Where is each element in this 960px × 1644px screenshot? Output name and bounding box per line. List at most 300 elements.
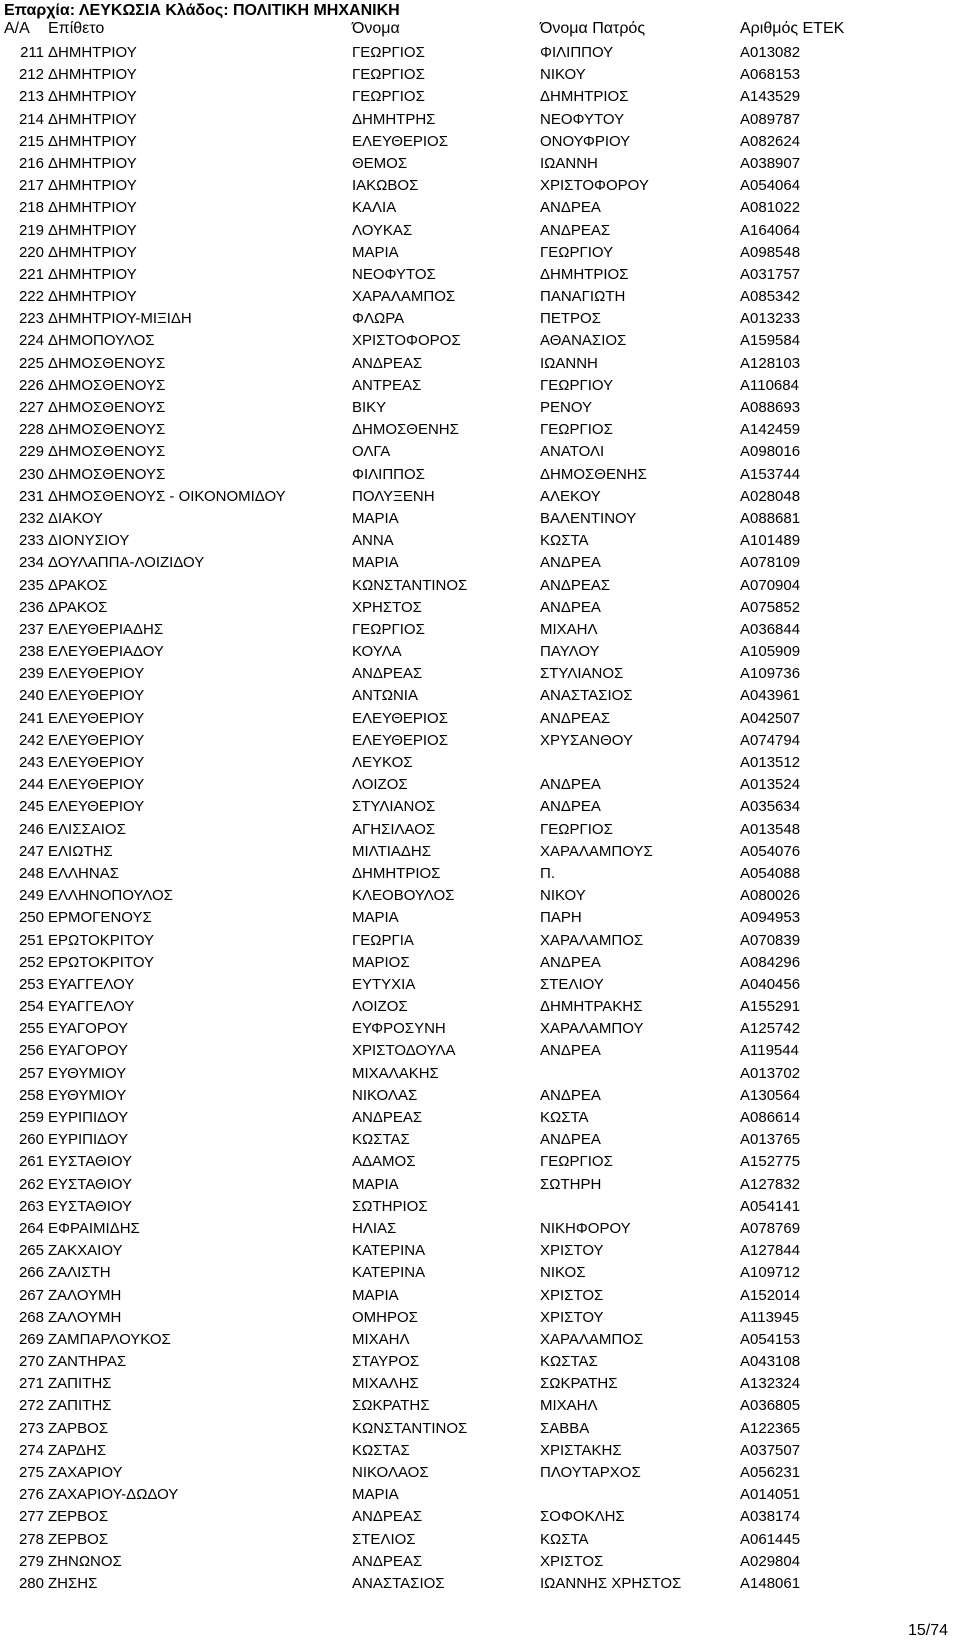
row-number: 268 [18, 1308, 44, 1326]
row-number: 230 [18, 465, 44, 483]
row-number: 233 [18, 532, 44, 550]
surname-cell: ΕΛΕΥΘΕΡΙΟΥ [48, 665, 145, 683]
etek-number-cell: Α098548 [740, 243, 801, 261]
father-name-cell: ΧΡΙΣΤΟΦΟΡΟΥ [540, 177, 649, 195]
row-number: 262 [18, 1175, 44, 1193]
row-number: 240 [18, 687, 44, 705]
surname-cell: ΕΥΣΤΑΘΙΟΥ [48, 1175, 133, 1193]
name-cell: ΑΝΔΡΕΑΣ [352, 354, 423, 372]
surname-cell: ΕΛΕΥΘΕΡΙΟΥ [48, 709, 145, 727]
etek-number-cell: Α031757 [740, 265, 801, 283]
name-cell: ΚΩΣΤΑΣ [352, 1441, 410, 1459]
father-name-cell: ΓΕΩΡΓΙΟΣ [540, 421, 613, 439]
surname-cell: ΔΗΜΟΣΘΕΝΟΥΣ [48, 354, 166, 372]
row-number: 216 [18, 154, 44, 172]
surname-cell: ΖΕΡΒΟΣ [48, 1530, 109, 1548]
name-cell: ΜΑΡΙΑ [352, 1175, 399, 1193]
father-name-cell: ΧΡΙΣΤΟΥ [540, 1308, 604, 1326]
table-row [0, 597, 960, 619]
row-number: 272 [18, 1397, 44, 1415]
table-row [0, 575, 960, 597]
surname-cell: ΔΗΜΟΣΘΕΝΟΥΣ [48, 399, 166, 416]
name-cell: ΕΥΦΡΟΣΥΝΗ [352, 1020, 446, 1038]
column-header-name: Όνομα [352, 20, 400, 37]
row-number: 264 [18, 1219, 44, 1237]
table-row [0, 464, 960, 486]
surname-cell: ΔΗΜΗΤΡΙΟΥ [48, 66, 137, 84]
etek-number-cell: Α085342 [740, 288, 801, 306]
surname-cell: ΔΗΜΗΤΡΙΟΥ [48, 265, 137, 283]
etek-number-cell: Α105909 [740, 643, 801, 661]
etek-number-cell: Α089787 [740, 110, 801, 128]
table-row [0, 1063, 960, 1085]
table-row [0, 841, 960, 863]
surname-cell: ΕΥΘΥΜΙΟΥ [48, 1064, 127, 1082]
surname-cell: ΕΥΡΙΠΙΔΟΥ [48, 1131, 129, 1149]
surname-cell: ΔΗΜΗΤΡΙΟΥ [48, 288, 137, 306]
father-name-cell: ΚΩΣΤΑ [540, 532, 589, 550]
father-name-cell: ΧΑΡΑΛΑΜΠΟΥΣ [540, 842, 653, 860]
row-number: 239 [18, 665, 44, 683]
row-number: 279 [18, 1552, 44, 1570]
surname-cell: ΕΥΘΥΜΙΟΥ [48, 1086, 127, 1104]
etek-number-cell: Α152775 [740, 1153, 801, 1171]
column-header-aa: Α/Α [4, 20, 30, 37]
table-row [0, 1351, 960, 1373]
name-cell: ΕΛΕΥΘΕΡΙΟΣ [352, 731, 448, 749]
surname-cell: ΕΛΛΗΝΑΣ [48, 864, 119, 882]
name-cell: ΒΙΚΥ [352, 399, 387, 416]
name-cell: ΘΕΜΟΣ [352, 154, 408, 172]
table-row [0, 774, 960, 796]
row-number: 258 [18, 1086, 44, 1104]
surname-cell: ΔΡΑΚΟΣ [48, 598, 108, 616]
etek-number-cell: Α094953 [740, 909, 801, 927]
name-cell: ΚΑΤΕΡΙΝΑ [352, 1242, 426, 1260]
table-row [0, 508, 960, 530]
surname-cell: ΕΥΣΤΑΘΙΟΥ [48, 1153, 133, 1171]
etek-number-cell: Α152014 [740, 1286, 801, 1304]
etek-number-cell: Α038174 [740, 1508, 801, 1526]
row-number: 265 [18, 1242, 44, 1260]
etek-number-cell: Α153744 [740, 465, 801, 483]
table-row [0, 1040, 960, 1062]
name-cell: ΦΙΛΙΠΠΟΣ [352, 465, 425, 483]
father-name-cell: ΑΝΔΡΕΑ [540, 953, 601, 971]
father-name-cell: ΑΝΔΡΕΑ [540, 1131, 601, 1149]
table-row [0, 441, 960, 463]
father-name-cell: ΙΩΑΝΝΗΣ ΧΡΗΣΤΟΣ [540, 1574, 682, 1592]
surname-cell: ΕΥΑΓΟΡΟΥ [48, 1020, 129, 1038]
father-name-cell: ΔΗΜΟΣΘΕΝΗΣ [540, 465, 647, 483]
row-number: 257 [18, 1064, 44, 1082]
row-number: 254 [18, 998, 44, 1016]
name-cell: ΑΓΗΣΙΛΑΟΣ [352, 820, 436, 838]
surname-cell: ΔΗΜΗΤΡΙΟΥ [48, 177, 137, 195]
table-row [0, 175, 960, 197]
table-row [0, 419, 960, 441]
etek-number-cell: Α127844 [740, 1242, 801, 1260]
etek-number-cell: Α127832 [740, 1175, 801, 1193]
row-number: 256 [18, 1042, 44, 1060]
table-row [0, 1440, 960, 1462]
surname-cell: ΔΡΑΚΟΣ [48, 576, 108, 594]
etek-number-cell: Α043108 [740, 1353, 801, 1371]
etek-number-cell: Α074794 [740, 731, 801, 749]
table-row [0, 1529, 960, 1551]
surname-cell: ΖΑΧΑΡΙΟΥ [48, 1464, 123, 1481]
etek-number-cell: Α143529 [740, 88, 801, 106]
etek-number-cell: Α042507 [740, 709, 801, 727]
table-row [0, 131, 960, 153]
etek-number-cell: Α043961 [740, 687, 801, 705]
etek-number-cell: Α119544 [740, 1042, 799, 1060]
surname-cell: ΔΗΜΗΤΡΙΟΥ [48, 154, 137, 172]
father-name-cell: ΠΛΟΥΤΑΡΧΟΣ [540, 1464, 641, 1481]
name-cell: ΛΟΙΖΟΣ [352, 776, 408, 794]
father-name-cell: ΚΩΣΤΑ [540, 1109, 589, 1126]
column-header-father: Όνομα Πατρός [540, 20, 646, 37]
name-cell: ΔΗΜΗΤΡΗΣ [352, 110, 436, 128]
etek-number-cell: Α098016 [740, 443, 801, 461]
etek-number-cell: Α029804 [740, 1552, 801, 1570]
name-cell: ΑΝΤΡΕΑΣ [352, 376, 422, 394]
table-row [0, 1418, 960, 1440]
table-row [0, 1018, 960, 1040]
table-row [0, 330, 960, 352]
etek-number-cell: Α084296 [740, 953, 801, 971]
father-name-cell: ΑΛΕΚΟΥ [540, 487, 601, 505]
etek-number-cell: Α078109 [740, 554, 801, 572]
etek-number-cell: Α078769 [740, 1219, 801, 1237]
table-row [0, 1085, 960, 1107]
row-number: 243 [18, 754, 44, 771]
name-cell: ΝΕΟΦΥΤΟΣ [352, 265, 436, 283]
father-name-cell: ΜΙΧΑΗΛ [540, 620, 598, 638]
name-cell: ΜΑΡΙΑ [352, 1286, 399, 1304]
surname-cell: ΔΗΜΗΤΡΙΟΥ-ΜΙΞΙΔΗ [48, 310, 192, 328]
etek-number-cell: Α036844 [740, 620, 801, 638]
surname-cell: ΖΗΣΗΣ [48, 1574, 98, 1592]
father-name-cell: ΑΝΔΡΕΑ [540, 598, 601, 616]
row-number: 227 [18, 399, 44, 416]
father-name-cell: ΣΤΥΛΙΑΝΟΣ [540, 665, 624, 683]
father-name-cell: ΝΙΚΟΥ [540, 66, 586, 84]
surname-cell: ΖΑΛΟΥΜΗ [48, 1286, 122, 1304]
surname-cell: ΕΡΩΤΟΚΡΙΤΟΥ [48, 953, 155, 971]
surname-cell: ΖΑΚΧΑΙΟΥ [48, 1242, 123, 1260]
name-cell: ΑΝΑΣΤΑΣΙΟΣ [352, 1574, 445, 1592]
table-row [0, 796, 960, 818]
name-cell: ΔΗΜΟΣΘΕΝΗΣ [352, 421, 459, 439]
table-row [0, 1462, 960, 1484]
father-name-cell: ΙΩΑΝΝΗ [540, 354, 598, 372]
name-cell: ΦΛΩΡΑ [352, 310, 405, 328]
name-cell: ΠΟΛΥΞΕΝΗ [352, 487, 435, 505]
surname-cell: ΖΕΡΒΟΣ [48, 1508, 109, 1526]
name-cell: ΕΛΕΥΘΕΡΙΟΣ [352, 132, 448, 150]
surname-cell: ΖΑΜΠΑΡΛΟΥΚΟΣ [48, 1330, 171, 1348]
father-name-cell: ΔΗΜΗΤΡΑΚΗΣ [540, 998, 643, 1016]
etek-number-cell: Α159584 [740, 332, 801, 350]
table-row [0, 1307, 960, 1329]
etek-number-cell: Α054076 [740, 842, 801, 860]
table-row [0, 663, 960, 685]
row-number: 212 [18, 66, 44, 84]
surname-cell: ΖΑΧΑΡΙΟΥ-ΔΩΔΟΥ [48, 1486, 179, 1504]
father-name-cell: ΝΕΟΦΥΤΟΥ [540, 110, 625, 128]
etek-number-cell: Α013702 [740, 1064, 801, 1082]
surname-cell: ΖΑΠΙΤΗΣ [48, 1397, 112, 1415]
etek-number-cell: Α109712 [740, 1264, 801, 1282]
father-name-cell: ΣΑΒΒΑ [540, 1419, 590, 1437]
row-number: 260 [18, 1131, 44, 1149]
row-number: 255 [18, 1020, 44, 1038]
name-cell: ΑΔΑΜΟΣ [352, 1153, 416, 1171]
surname-cell: ΔΗΜΗΤΡΙΟΥ [48, 110, 137, 128]
father-name-cell: ΑΝΔΡΕΑΣ [540, 221, 611, 239]
name-cell: ΝΙΚΟΛΑΟΣ [352, 1464, 429, 1481]
surname-cell: ΕΥΡΙΠΙΔΟΥ [48, 1109, 129, 1126]
table-row [0, 930, 960, 952]
father-name-cell: ΠΑΡΗ [540, 909, 582, 927]
name-cell: ΑΝΔΡΕΑΣ [352, 1508, 423, 1526]
table-row [0, 1573, 960, 1595]
surname-cell: ΔΗΜΟΠΟΥΛΟΣ [48, 332, 155, 350]
name-cell: ΧΡΙΣΤΟΔΟΥΛΑ [352, 1042, 456, 1060]
row-number: 267 [18, 1286, 44, 1304]
father-name-cell: ΠΑΥΛΟΥ [540, 643, 600, 661]
surname-cell: ΔΗΜΟΣΘΕΝΟΥΣ [48, 443, 166, 461]
table-row [0, 242, 960, 264]
name-cell: ΜΙΧΑΛΑΚΗΣ [352, 1064, 439, 1082]
father-name-cell: ΣΟΦΟΚΛΗΣ [540, 1508, 625, 1526]
surname-cell: ΕΛΕΥΘΕΡΙΟΥ [48, 776, 145, 794]
table-row [0, 1151, 960, 1173]
row-number: 259 [18, 1109, 44, 1126]
surname-cell: ΖΑΡΒΟΣ [48, 1419, 109, 1437]
table-row [0, 375, 960, 397]
father-name-cell: ΧΑΡΑΛΑΜΠΟΣ [540, 1330, 644, 1348]
row-number: 252 [18, 953, 44, 971]
row-number: 237 [18, 620, 44, 638]
name-cell: ΕΛΕΥΘΕΡΙΟΣ [352, 709, 448, 727]
surname-cell: ΔΗΜΟΣΘΕΝΟΥΣ [48, 465, 166, 483]
table-row [0, 1329, 960, 1351]
etek-number-cell: Α110684 [740, 376, 799, 394]
father-name-cell: ΑΝΔΡΕΑΣ [540, 709, 611, 727]
row-number: 275 [18, 1464, 44, 1481]
father-name-cell: ΑΝΔΡΕΑ [540, 798, 601, 816]
etek-number-cell: Α054064 [740, 177, 801, 195]
row-number: 229 [18, 443, 44, 461]
table-row [0, 996, 960, 1018]
name-cell: ΑΝΔΡΕΑΣ [352, 1552, 423, 1570]
table-row [0, 397, 960, 419]
row-number: 211 [20, 44, 44, 61]
surname-cell: ΕΦΡΑΙΜΙΔΗΣ [48, 1219, 140, 1237]
etek-number-cell: Α164064 [740, 221, 801, 239]
father-name-cell: ΑΝΔΡΕΑ [540, 776, 601, 794]
name-cell: ΛΟΥΚΑΣ [352, 221, 413, 239]
table-row [0, 708, 960, 730]
row-number: 251 [18, 931, 44, 949]
etek-number-cell: Α040456 [740, 975, 801, 993]
name-cell: ΛΕΥΚΟΣ [352, 754, 413, 771]
father-name-cell: ΧΡΙΣΤΟΥ [540, 1242, 604, 1260]
surname-cell: ΔΗΜΟΣΘΕΝΟΥΣ [48, 376, 166, 394]
father-name-cell: ΧΡΥΣΑΝΘΟΥ [540, 731, 633, 749]
table-row [0, 486, 960, 508]
father-name-cell: ΜΙΧΑΗΛ [540, 1397, 598, 1415]
name-cell: ΜΑΡΙΟΣ [352, 953, 410, 971]
etek-number-cell: Α081022 [740, 199, 801, 217]
row-number: 263 [18, 1197, 44, 1215]
surname-cell: ΖΗΝΩΝΟΣ [48, 1552, 122, 1570]
father-name-cell: ΚΩΣΤΑ [540, 1530, 589, 1548]
table-row [0, 885, 960, 907]
table-row [0, 952, 960, 974]
row-number: 253 [18, 975, 44, 993]
table-row [0, 1484, 960, 1506]
name-cell: ΜΑΡΙΑ [352, 509, 399, 527]
column-header-etek: Αριθμός ΕΤΕΚ [740, 20, 845, 37]
table-row [0, 1285, 960, 1307]
surname-cell: ΖΑΠΙΤΗΣ [48, 1375, 112, 1393]
surname-cell: ΕΛΕΥΘΕΡΙΟΥ [48, 798, 145, 816]
table-row [0, 619, 960, 641]
table-row [0, 308, 960, 330]
father-name-cell: ΑΝΔΡΕΑΣ [540, 576, 611, 594]
row-number: 280 [18, 1574, 44, 1592]
etek-number-cell: Α056231 [740, 1464, 801, 1481]
table-row [0, 109, 960, 131]
father-name-cell: ΠΕΤΡΟΣ [540, 310, 601, 328]
name-cell: ΙΑΚΩΒΟΣ [352, 177, 419, 195]
table-row [0, 1551, 960, 1573]
father-name-cell: ΑΘΑΝΑΣΙΟΣ [540, 332, 627, 350]
father-name-cell: ΓΕΩΡΓΙΟΥ [540, 376, 614, 394]
table-row [0, 1506, 960, 1528]
row-number: 273 [18, 1419, 44, 1437]
table-row [0, 1129, 960, 1151]
table-row [0, 264, 960, 286]
table-row [0, 1107, 960, 1129]
row-number: 238 [18, 643, 44, 661]
etek-number-cell: Α014051 [740, 1486, 801, 1504]
row-number: 218 [18, 199, 44, 217]
etek-number-cell: Α130564 [740, 1086, 801, 1104]
surname-cell: ΕΥΣΤΑΘΙΟΥ [48, 1197, 133, 1215]
etek-number-cell: Α013765 [740, 1131, 801, 1149]
etek-number-cell: Α061445 [740, 1530, 801, 1548]
name-cell: ΗΛΙΑΣ [352, 1219, 397, 1237]
etek-number-cell: Α070839 [740, 931, 801, 949]
father-name-cell: ΔΗΜΗΤΡΙΟΣ [540, 265, 629, 283]
table-row [0, 1174, 960, 1196]
surname-cell: ΕΛΙΣΣΑΙΟΣ [48, 820, 126, 838]
surname-cell: ΔΗΜΗΤΡΙΟΥ [48, 199, 137, 217]
etek-number-cell: Α142459 [740, 421, 801, 439]
surname-cell: ΔΗΜΗΤΡΙΟΥ [48, 221, 137, 239]
surname-cell: ΖΑΡΔΗΣ [48, 1441, 107, 1459]
name-cell: ΧΡΗΣΤΟΣ [352, 598, 422, 616]
row-number: 274 [18, 1441, 44, 1459]
surname-cell: ΔΙΟΝΥΣΙΟΥ [48, 532, 130, 550]
surname-cell: ΕΡΜΟΓΕΝΟΥΣ [48, 909, 152, 927]
row-number: 235 [18, 576, 44, 594]
etek-number-cell: Α088693 [740, 399, 801, 416]
table-row [0, 1240, 960, 1262]
etek-number-cell: Α054088 [740, 864, 801, 882]
etek-number-cell: Α113945 [740, 1308, 799, 1326]
father-name-cell: ΧΡΙΣΤΟΣ [540, 1552, 604, 1570]
etek-number-cell: Α036805 [740, 1397, 801, 1415]
name-cell: ΓΕΩΡΓΙΟΣ [352, 66, 425, 84]
father-name-cell: ΣΩΚΡΑΤΗΣ [540, 1375, 618, 1393]
etek-number-cell: Α070904 [740, 576, 801, 594]
row-number: 246 [18, 820, 44, 838]
etek-number-cell: Α125742 [740, 1020, 801, 1038]
column-header-surname: Επίθετο [48, 20, 105, 37]
name-cell: ΓΕΩΡΓΙΟΣ [352, 88, 425, 106]
surname-cell: ΖΑΛΙΣΤΗ [48, 1264, 111, 1282]
father-name-cell: ΟΝΟΥΦΡΙΟΥ [540, 132, 631, 150]
name-cell: ΝΙΚΟΛΑΣ [352, 1086, 418, 1104]
row-number: 231 [18, 487, 44, 505]
surname-cell: ΔΗΜΗΤΡΙΟΥ [48, 132, 137, 150]
etek-number-cell: Α013524 [740, 776, 801, 794]
father-name-cell: ΝΙΚΟΥ [540, 887, 586, 905]
table-row [0, 974, 960, 996]
father-name-cell: ΧΡΙΣΤΟΣ [540, 1286, 604, 1304]
row-number: 222 [18, 288, 44, 306]
name-cell: ΑΝΔΡΕΑΣ [352, 1109, 423, 1126]
surname-cell: ΖΑΝΤΗΡΑΣ [48, 1353, 127, 1371]
etek-number-cell: Α088681 [740, 509, 801, 527]
etek-number-cell: Α013233 [740, 310, 801, 328]
name-cell: ΣΩΤΗΡΙΟΣ [352, 1197, 428, 1215]
father-name-cell: ΧΡΙΣΤΑΚΗΣ [540, 1441, 622, 1459]
father-name-cell: ΓΕΩΡΓΙΟΣ [540, 1153, 613, 1171]
page-title: Επαρχία: ΛΕΥΚΩΣΙΑ Κλάδος: ΠΟΛΙΤΙΚΗ ΜΗΧΑΝΙΚΗ [4, 2, 400, 19]
father-name-cell: ΓΕΩΡΓΙΟΣ [540, 820, 613, 838]
name-cell: ΑΝΔΡΕΑΣ [352, 665, 423, 683]
row-number: 219 [18, 221, 44, 239]
table-row [0, 197, 960, 219]
row-number: 228 [18, 421, 44, 439]
etek-number-cell: Α013082 [740, 44, 801, 61]
name-cell: ΚΟΥΛΑ [352, 643, 402, 661]
father-name-cell: ΧΑΡΑΛΑΜΠΟΣ [540, 931, 644, 949]
row-number: 236 [18, 598, 44, 616]
name-cell: ΜΙΧΑΛΗΣ [352, 1375, 419, 1393]
etek-number-cell: Α101489 [740, 532, 801, 550]
table-row [0, 907, 960, 929]
name-cell: ΜΑΡΙΑ [352, 243, 399, 261]
row-number: 250 [18, 909, 44, 927]
name-cell: ΟΛΓΑ [352, 443, 391, 461]
row-number: 241 [18, 709, 44, 727]
name-cell: ΑΝΝΑ [352, 532, 394, 550]
father-name-cell: ΝΙΚΗΦΟΡΟΥ [540, 1219, 631, 1237]
row-number: 225 [18, 354, 44, 372]
surname-cell: ΕΛΛΗΝΟΠΟΥΛΟΣ [48, 887, 173, 905]
table-row [0, 1196, 960, 1218]
surname-cell: ΔΗΜΗΤΡΙΟΥ [48, 88, 137, 106]
etek-number-cell: Α028048 [740, 487, 801, 505]
father-name-cell: ΑΝΑΤΟΛΙ [540, 443, 605, 461]
